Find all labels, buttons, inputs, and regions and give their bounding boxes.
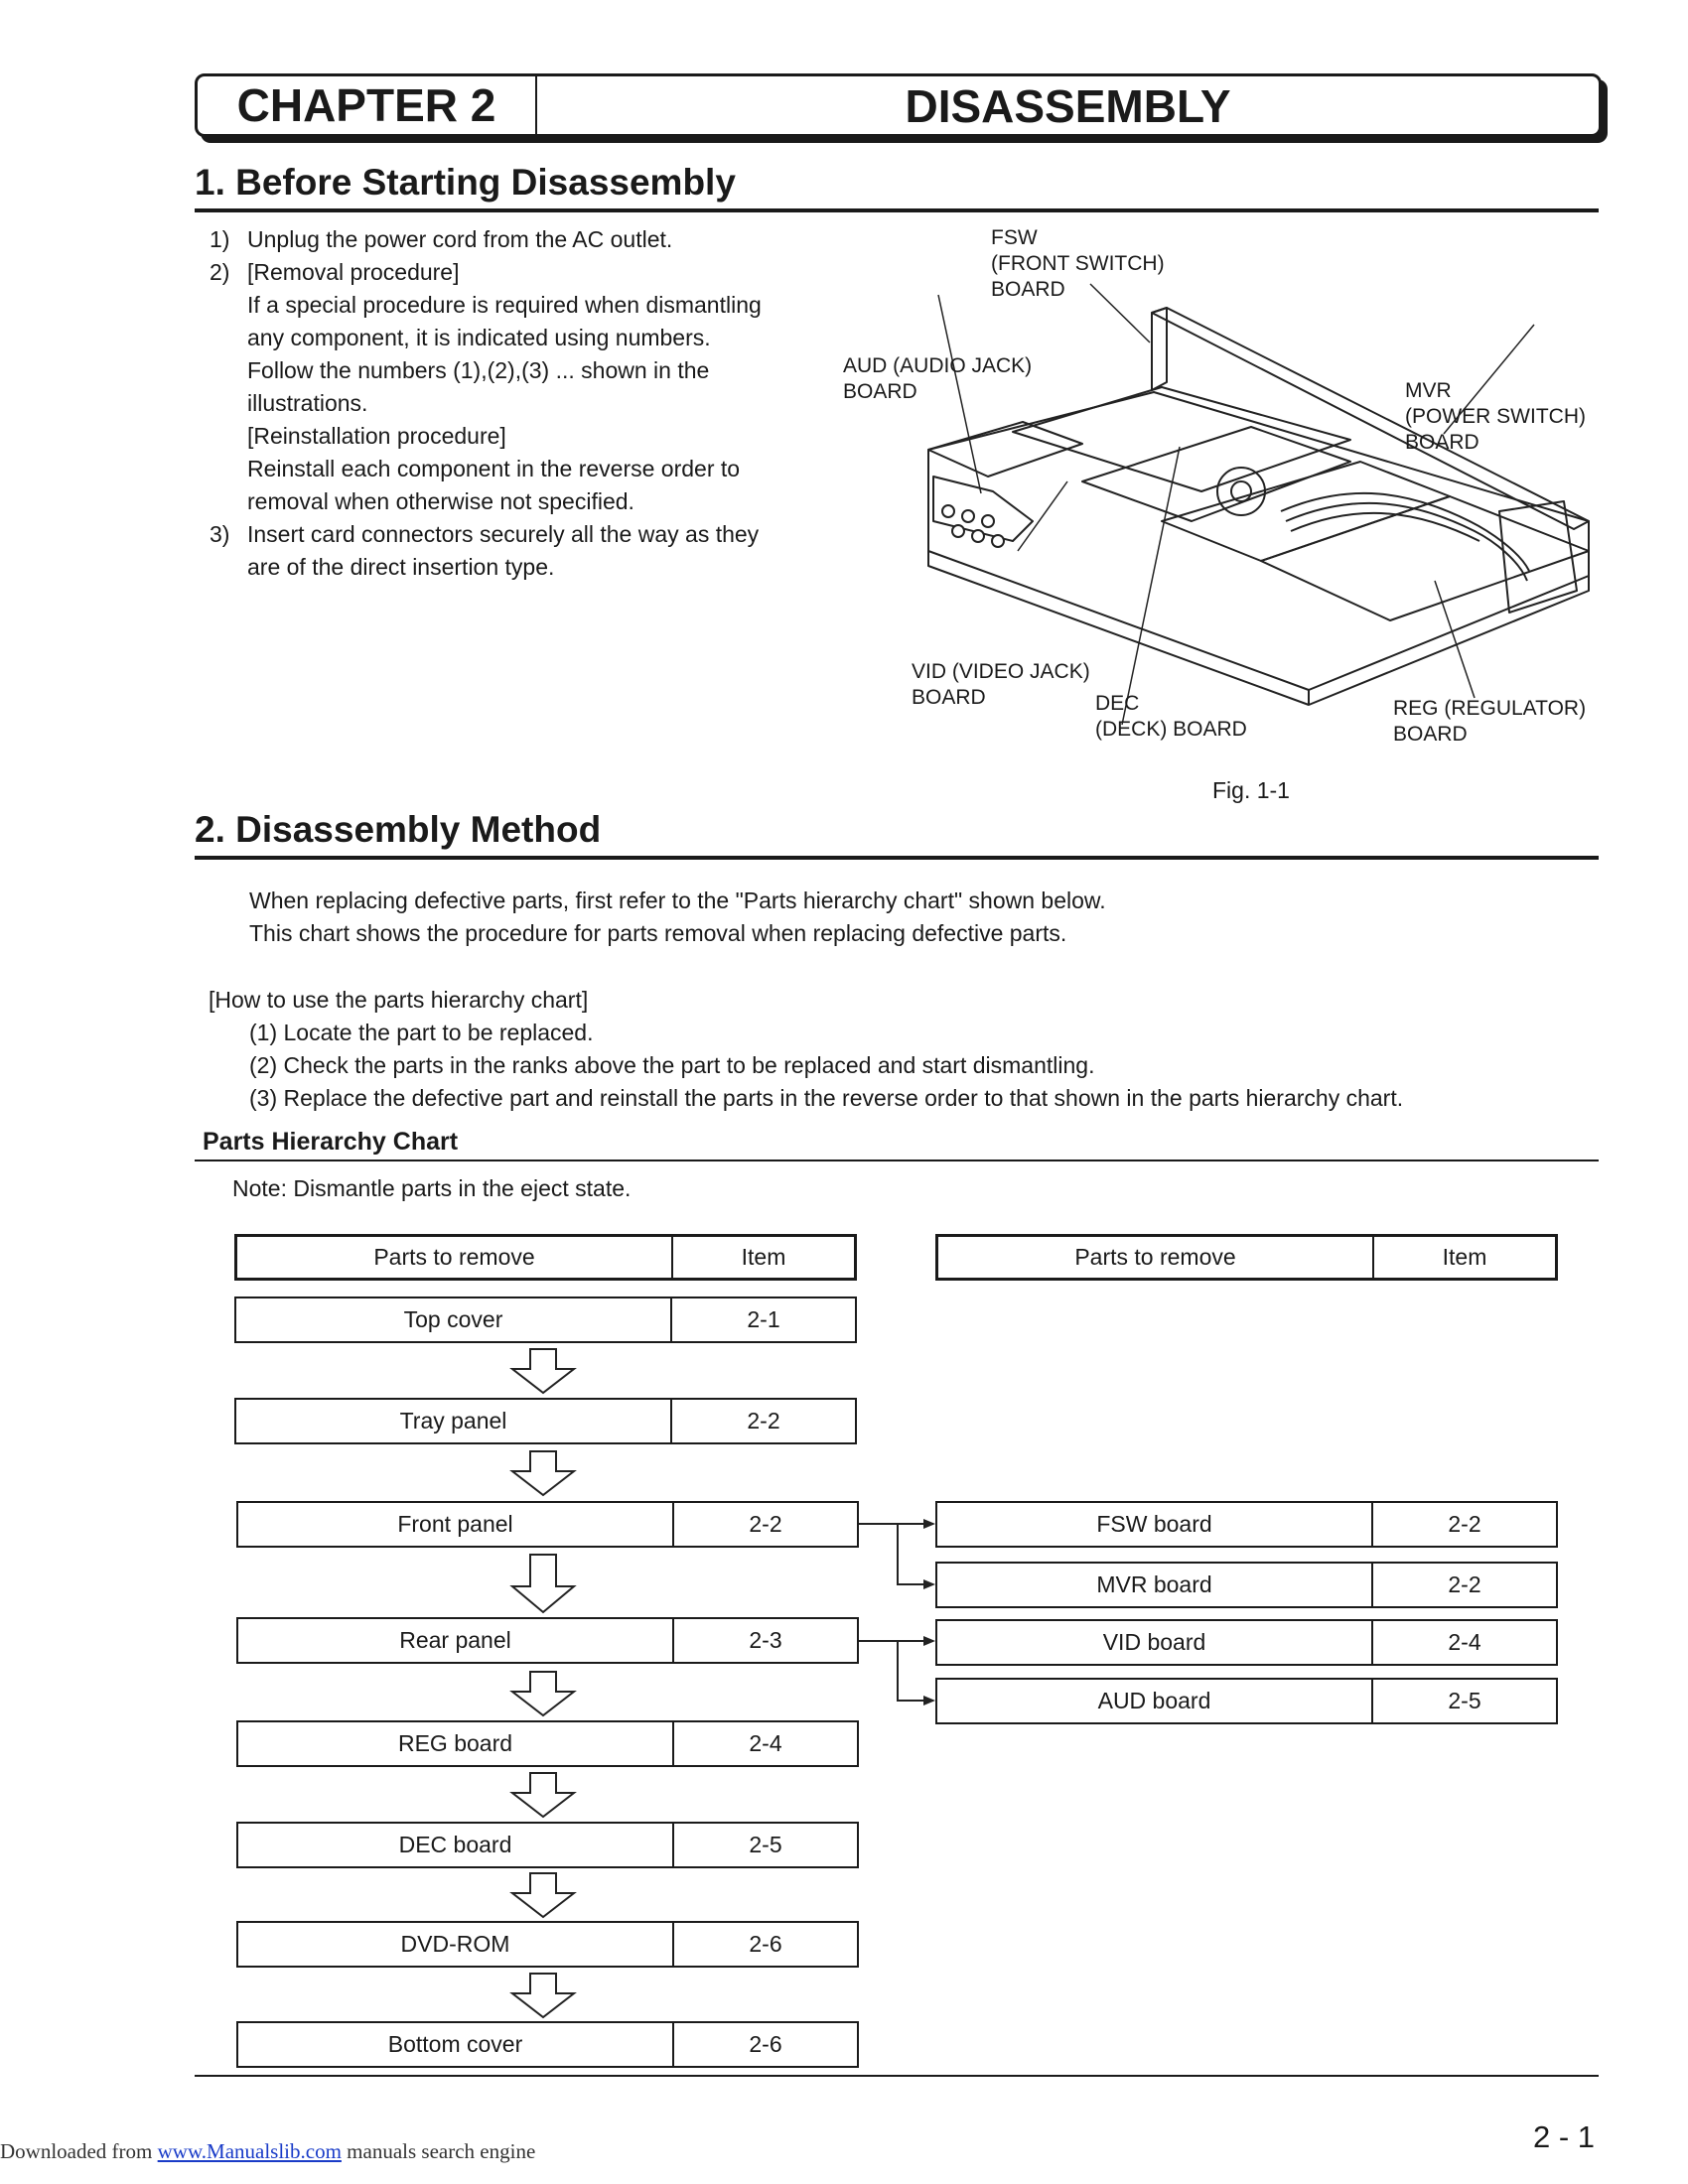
howto-block	[209, 984, 1599, 1115]
footer-prefix: Downloaded from	[0, 2139, 158, 2163]
item-number: 2-1	[747, 1306, 780, 1332]
down-arrow-icon	[508, 1871, 578, 1919]
step-text: Unplug the power cord from the AC outlet.	[247, 226, 673, 252]
intro-line: When replacing defective parts, first refer to the "Parts hierarchy chart" shown below.	[249, 887, 1106, 913]
chain-row-tray-panel	[234, 1398, 857, 1444]
down-arrow-icon	[508, 1347, 578, 1395]
page-number: 2 - 1	[1533, 2119, 1596, 2154]
chain-row-front-panel	[236, 1501, 859, 1548]
arrowhead-icon	[923, 1696, 935, 1706]
item-number: 2-4	[1448, 1629, 1481, 1655]
section-1-title: 1. Before Starting Disassembly	[195, 162, 736, 203]
arrowhead-icon	[923, 1519, 935, 1529]
down-arrow-icon	[508, 1553, 578, 1614]
header-item: Item	[1442, 1244, 1487, 1270]
step-text: Insert card connectors securely all the way as they	[247, 521, 760, 547]
item-number: 2-5	[1448, 1688, 1481, 1713]
step-text: Reinstall each component in the reverse order to	[247, 456, 741, 481]
step-text: [Removal procedure]	[247, 259, 460, 285]
right-table-header	[935, 1234, 1558, 1281]
down-arrow-icon	[508, 1972, 578, 2019]
connector-rear-to-aud	[898, 1641, 933, 1701]
step-text: Follow the numbers (1),(2),(3) ... shown in the	[247, 357, 710, 383]
chapter-title: DISASSEMBLY	[905, 80, 1231, 132]
left-table-header	[234, 1234, 857, 1281]
item-number: 2-2	[749, 1511, 782, 1537]
item-number: 2-6	[749, 1931, 782, 1957]
header-parts-to-remove: Parts to remove	[237, 1237, 673, 1278]
item-number: 2-2	[1448, 1571, 1481, 1597]
step-2	[195, 256, 830, 518]
item-number: 2-2	[747, 1408, 780, 1433]
item-number: 2-4	[749, 1730, 782, 1756]
step-text: If a special procedure is required when dismantling	[247, 292, 762, 318]
callout-reg-board: REG (REGULATOR) BOARD	[1393, 697, 1587, 746]
section-2-title: 2. Disassembly Method	[195, 809, 602, 850]
header-item: Item	[741, 1244, 786, 1270]
branch-row-mvr-board	[935, 1562, 1558, 1608]
step-list	[195, 223, 830, 584]
step-number: 3)	[210, 521, 230, 547]
howto-step: (3) Replace the defective part and reinstall the parts in the reverse order to that shown in the parts hierarchy chart.	[249, 1085, 1404, 1111]
footer-suffix: manuals search engine	[341, 2139, 536, 2163]
intro-line: This chart shows the procedure for parts removal when replacing defective parts.	[249, 920, 1067, 946]
part-name: Front panel	[238, 1503, 674, 1546]
intro-text	[249, 885, 1540, 950]
down-arrow-icon	[508, 1449, 578, 1497]
chain-row-dec-board	[236, 1822, 859, 1868]
chart-note: Note: Dismantle parts in the eject state.	[232, 1175, 632, 1201]
chain-row-top-cover	[234, 1297, 857, 1343]
chapter-header	[195, 73, 1602, 137]
part-name: VID board	[937, 1621, 1373, 1664]
callout-dec-board: DEC (DECK) BOARD	[1095, 692, 1247, 741]
step-1	[195, 223, 830, 256]
item-number: 2-2	[1448, 1511, 1481, 1537]
callout-vid-board: VID (VIDEO JACK) BOARD	[912, 660, 1090, 709]
step-3	[195, 518, 830, 584]
branch-row-fsw-board	[935, 1501, 1558, 1548]
step-number: 1)	[210, 226, 230, 252]
part-name: DVD-ROM	[238, 1923, 674, 1966]
callout-mvr-board: MVR (POWER SWITCH) BOARD	[1405, 379, 1586, 454]
item-number: 2-5	[749, 1832, 782, 1857]
part-name: FSW board	[937, 1503, 1373, 1546]
part-name: Tray panel	[236, 1400, 672, 1442]
dec-board-outline	[1082, 427, 1350, 521]
chain-row-rear-panel	[236, 1617, 859, 1664]
step-text: any component, it is indicated using numbers.	[247, 325, 711, 350]
chain-row-bottom-cover	[236, 2021, 859, 2068]
howto-step: (2) Check the parts in the ranks above the part to be replaced and start dismantling.	[249, 1052, 1095, 1078]
part-name: DEC board	[238, 1824, 674, 1866]
item-number: 2-6	[749, 2031, 782, 2057]
manualslib-link[interactable]: www.Manualslib.com	[157, 2139, 342, 2163]
step-text: illustrations.	[247, 390, 368, 416]
download-footer	[0, 2139, 535, 2164]
dec-leader-line	[1122, 447, 1180, 725]
step-text: are of the direct insertion type.	[247, 554, 555, 580]
branch-row-aud-board	[935, 1678, 1558, 1724]
chain-row-dvd-rom	[236, 1921, 859, 1968]
dvd-rom-outline	[1013, 387, 1350, 491]
callout-aud-board: AUD (AUDIO JACK) BOARD	[843, 354, 1033, 403]
part-name: Top cover	[236, 1298, 672, 1341]
part-name: REG board	[238, 1722, 674, 1765]
callout-fsw-board: FSW (FRONT SWITCH) BOARD	[991, 226, 1165, 301]
branch-connectors	[854, 1489, 943, 1737]
down-arrow-icon	[508, 1670, 578, 1717]
part-name: MVR board	[937, 1564, 1373, 1606]
connector-front-to-mvr	[898, 1524, 933, 1584]
howto-step: (1) Locate the part to be replaced.	[249, 1020, 594, 1045]
down-arrow-icon	[508, 1771, 578, 1819]
chapter-label: CHAPTER 2	[198, 76, 537, 134]
arrowhead-icon	[923, 1636, 935, 1646]
step-text: [Reinstallation procedure]	[247, 423, 506, 449]
chain-row-reg-board	[236, 1720, 859, 1767]
header-parts-to-remove: Parts to remove	[938, 1237, 1374, 1278]
figure-caption: Fig. 1-1	[1212, 777, 1290, 803]
howto-title: [How to use the parts hierarchy chart]	[209, 987, 589, 1013]
arrowhead-icon	[923, 1579, 935, 1589]
section-1-rule	[195, 208, 1599, 212]
step-number: 2)	[210, 259, 230, 285]
branch-row-vid-board	[935, 1619, 1558, 1666]
section-2-rule	[195, 856, 1599, 860]
footer-rule	[195, 2075, 1599, 2077]
step-text: removal when otherwise not specified.	[247, 488, 634, 514]
part-name: Bottom cover	[238, 2023, 674, 2066]
part-name: AUD board	[937, 1680, 1373, 1722]
chart-title: Parts Hierarchy Chart	[203, 1128, 459, 1156]
part-name: Rear panel	[238, 1619, 674, 1662]
item-number: 2-3	[749, 1627, 782, 1653]
chart-title-rule	[195, 1160, 1599, 1161]
